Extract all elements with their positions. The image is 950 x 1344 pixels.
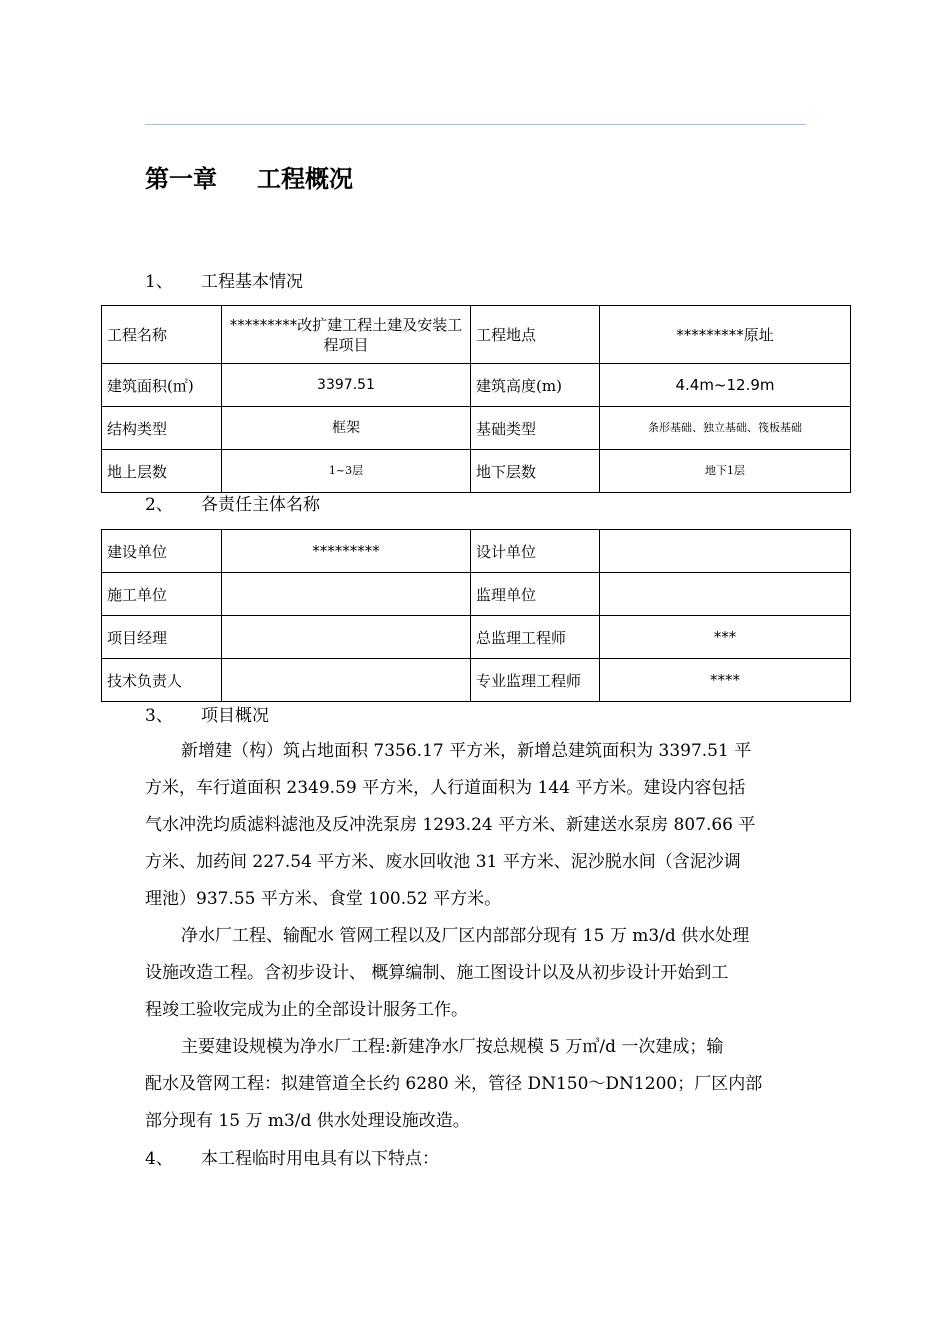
table-cell-value: 框架: [222, 407, 471, 450]
chapter-title: 工程概况: [257, 165, 353, 193]
table-cell-value: 条形基础、独立基础、筏板基础: [600, 407, 851, 450]
paragraph-line: 程竣工验收完成为止的全部设计服务工作。: [145, 1000, 468, 1020]
table-cell-label: 监理单位: [471, 573, 600, 616]
table-cell-value: [222, 573, 471, 616]
table-cell-label: 项目经理: [102, 616, 222, 659]
chapter-heading: [145, 163, 353, 195]
paragraph-line: 设施改造工程。含初步设计、 概算编制、施工图设计以及从初步设计开始到工: [145, 963, 729, 983]
table-cell-value: [222, 659, 471, 702]
table-cell-label: 工程地点: [471, 306, 600, 364]
section-heading-1: [145, 271, 303, 293]
table-cell-label: 施工单位: [102, 573, 222, 616]
paragraph-line: 主要建设规模为净水厂工程:新建净水厂按总规模 5 万㎥/d 一次建成；输: [181, 1037, 724, 1057]
header-rule: [145, 124, 806, 125]
table-row: [102, 659, 851, 702]
section-title: 项目概况: [201, 706, 269, 726]
paragraph-line: 气水冲洗均质滤料滤池及反冲洗泵房 1293.24 平方米、新建送水泵房 807.66 平: [145, 815, 756, 835]
table-cell-label: 建筑面积(㎡): [102, 364, 222, 407]
section-title: 本工程临时用电具有以下特点：: [201, 1149, 439, 1169]
table-cell-value: *********: [222, 530, 471, 573]
section-heading-3: [145, 705, 269, 727]
section-number: 4、: [145, 1149, 173, 1169]
section-number: 1、: [145, 272, 173, 292]
paragraph-line: 方米，车行道面积 2349.59 平方米，人行道面积为 144 平方米。建设内容包括: [145, 778, 746, 798]
paragraph-line: 方米、加药间 227.54 平方米、废水回收池 31 平方米、泥沙脱水间（含泥沙调: [145, 852, 741, 872]
table-cell-label: 建筑高度(m): [471, 364, 600, 407]
table-row: [102, 616, 851, 659]
paragraph-3: [145, 1029, 806, 1140]
table-row: [102, 573, 851, 616]
table-cell-label: 地下层数: [471, 450, 600, 493]
section-heading-2: [145, 494, 320, 516]
table-cell-label: 结构类型: [102, 407, 222, 450]
table-cell-label: 总监理工程师: [471, 616, 600, 659]
table-cell-label: 工程名称: [102, 306, 222, 364]
table-cell-value: 地下1层: [600, 450, 851, 493]
table-cell-label: 技术负责人: [102, 659, 222, 702]
table-cell-value: [600, 530, 851, 573]
paragraph-line: 部分现有 15 万 m3/d 供水处理设施改造。: [145, 1111, 470, 1131]
table-row: [102, 306, 851, 364]
table-cell-label: 地上层数: [102, 450, 222, 493]
table-cell-value: *********原址: [600, 306, 851, 364]
paragraph-line: 理池）937.55 平方米、食堂 100.52 平方米。: [145, 889, 502, 909]
table-cell-label: 设计单位: [471, 530, 600, 573]
paragraph-2: [145, 918, 806, 1029]
table-cell-value: *********改扩建工程土建及安装工程项目: [222, 306, 471, 364]
table-row: [102, 407, 851, 450]
table-cell-label: 基础类型: [471, 407, 600, 450]
paragraph-line: 配水及管网工程：拟建管道全长约 6280 米，管径 DN150～DN1200；厂区内部: [145, 1074, 763, 1094]
table-row: [102, 364, 851, 407]
table-row: [102, 530, 851, 573]
parties-table: [101, 529, 851, 702]
section-number: 3、: [145, 706, 173, 726]
table-cell-value: 4.4m~12.9m: [600, 364, 851, 407]
basic-info-table: [101, 305, 851, 493]
table-cell-value: 1~3层: [222, 450, 471, 493]
table-cell-value: [600, 573, 851, 616]
chapter-number: 第一章: [145, 165, 217, 193]
table-cell-value: ****: [600, 659, 851, 702]
table-cell-value: [222, 616, 471, 659]
section-title: 各责任主体名称: [201, 495, 320, 515]
paragraph-line: 新增建（构）筑占地面积 7356.17 平方米，新增总建筑面积为 3397.51 平: [181, 741, 752, 761]
table-cell-label: 专业监理工程师: [471, 659, 600, 702]
paragraph-1: [145, 733, 806, 918]
table-cell-label: 建设单位: [102, 530, 222, 573]
table-cell-value: 3397.51: [222, 364, 471, 407]
section-number: 2、: [145, 495, 173, 515]
section-heading-4: [145, 1148, 439, 1170]
section-title: 工程基本情况: [201, 272, 303, 292]
table-cell-value: ***: [600, 616, 851, 659]
table-row: [102, 450, 851, 493]
paragraph-line: 净水厂工程、输配水 管网工程以及厂区内部部分现有 15 万 m3/d 供水处理: [181, 926, 750, 946]
